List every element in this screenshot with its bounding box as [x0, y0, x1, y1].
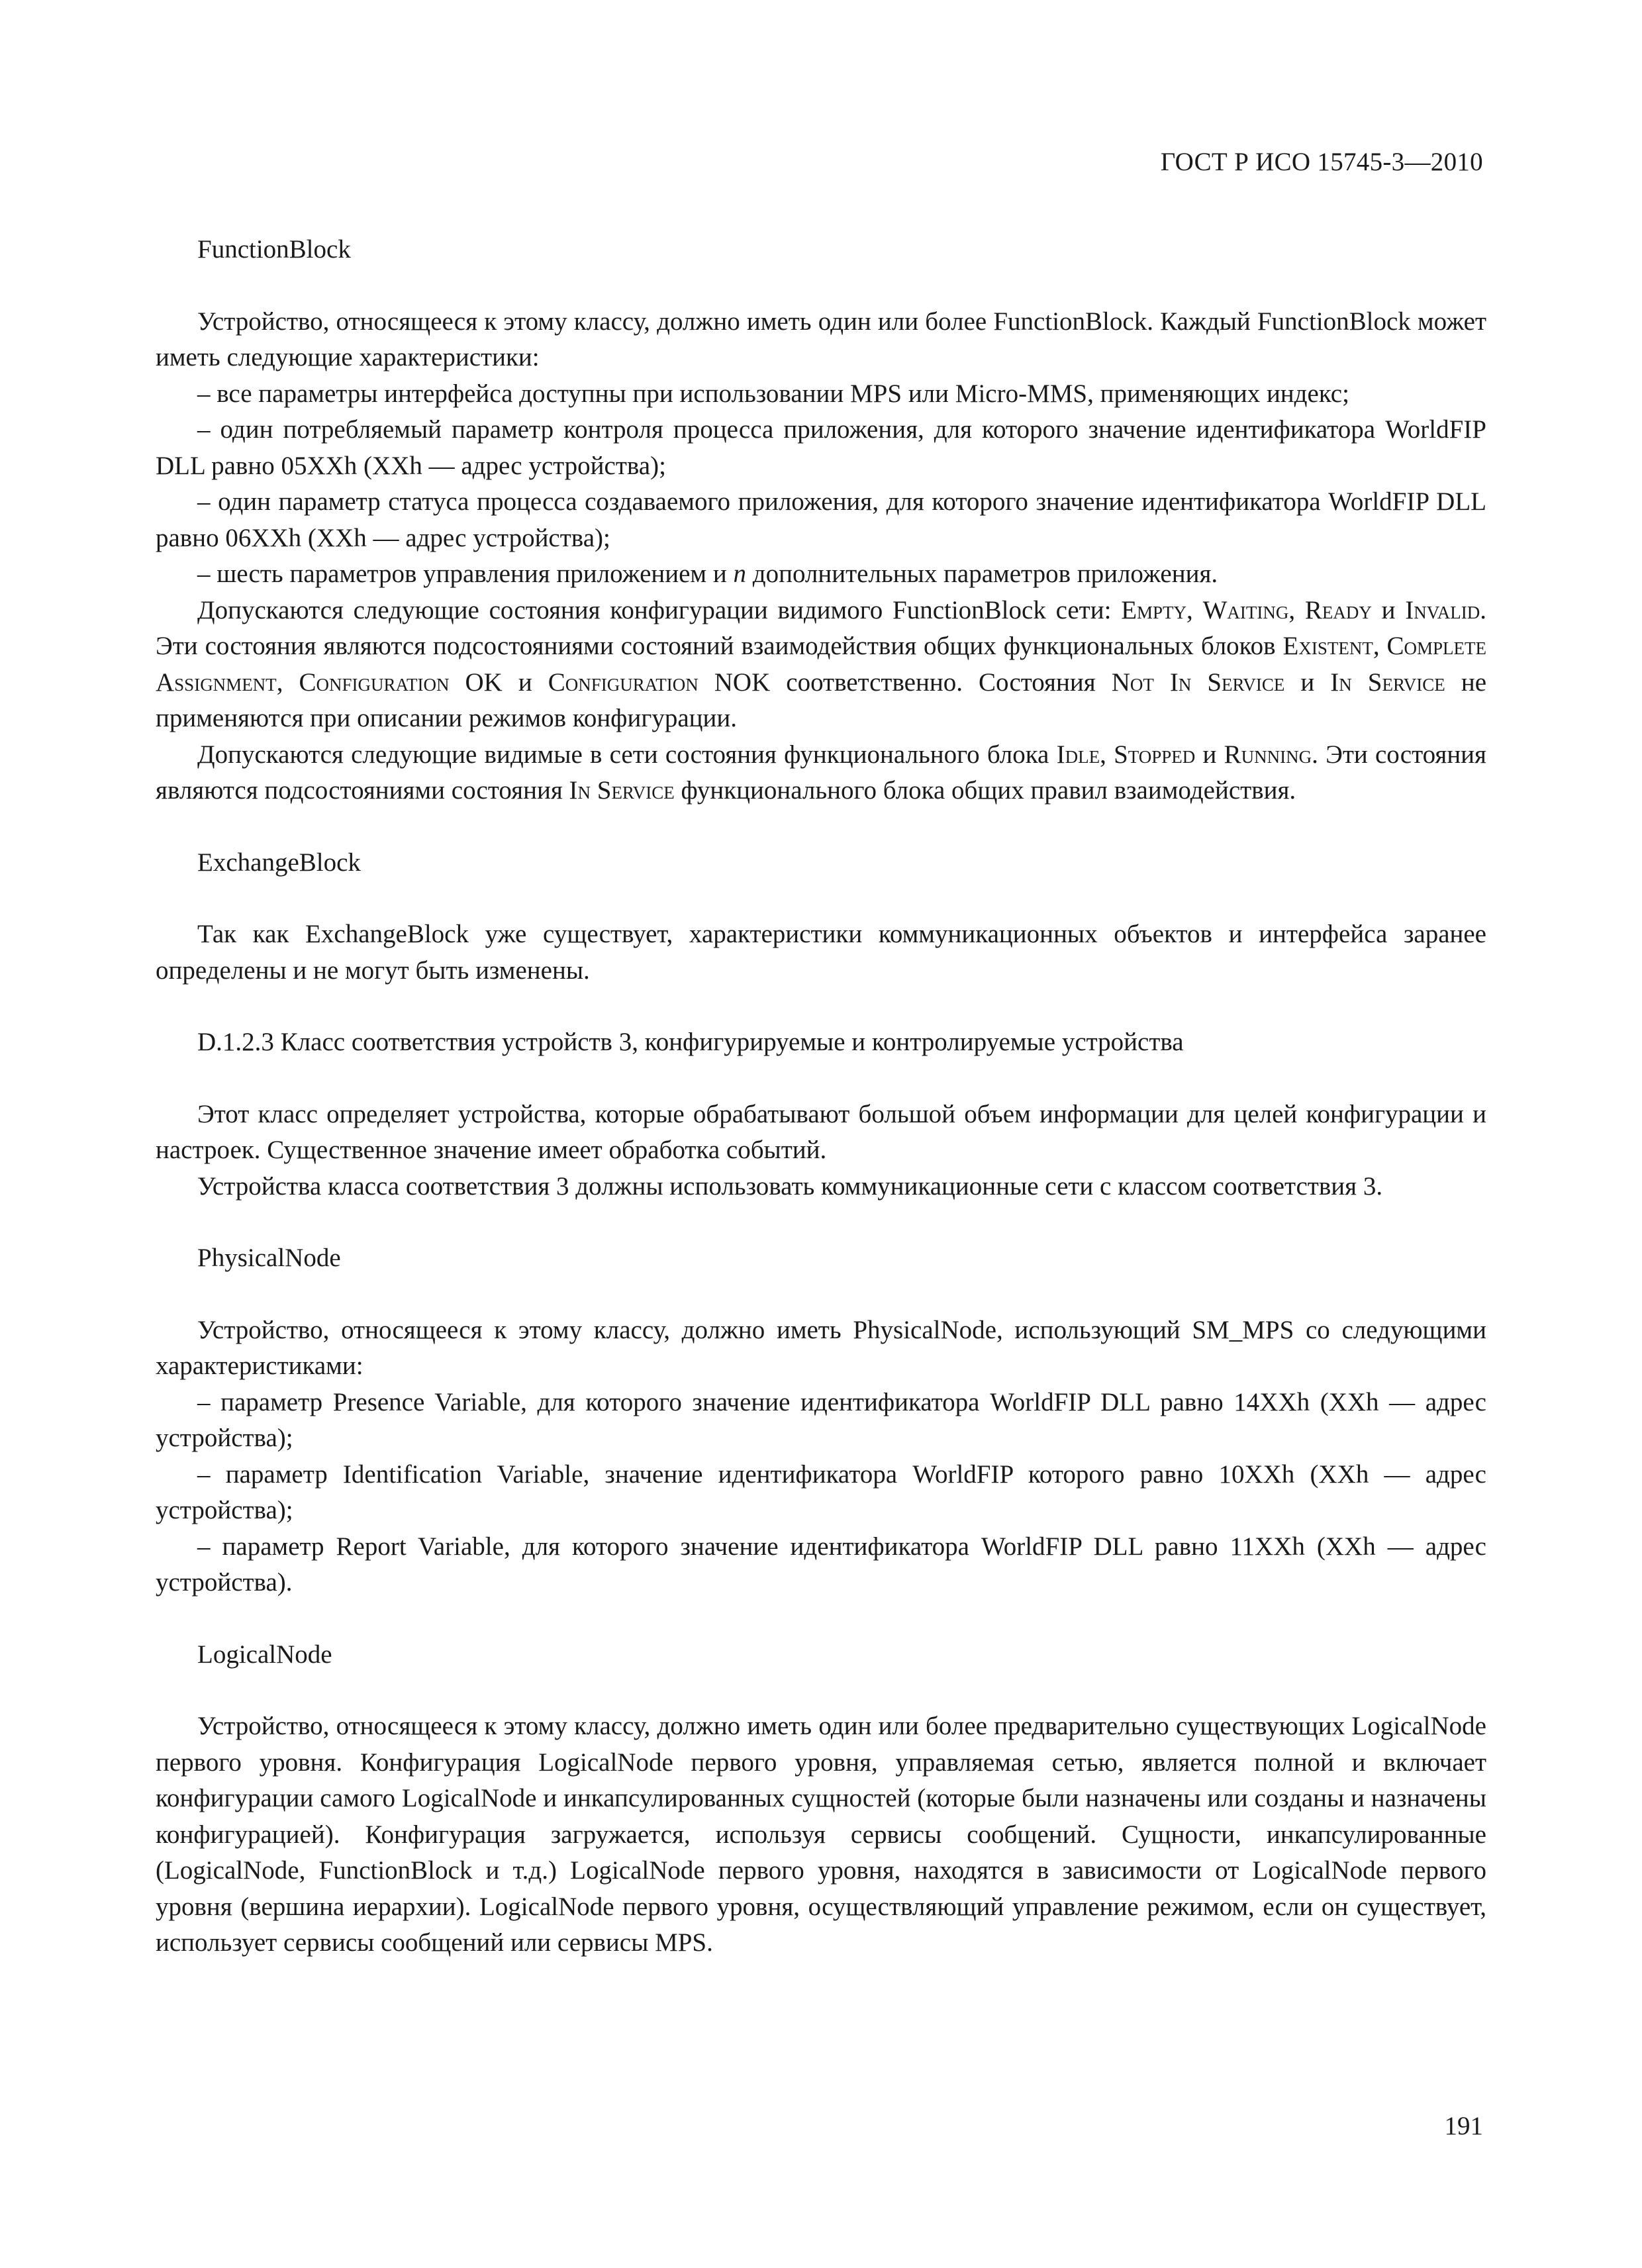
state-name: Complete Assignment — [156, 632, 1487, 697]
state-name: In Service — [569, 776, 675, 805]
paragraph-text: соответственно. Состояния — [770, 667, 1112, 697]
physical-node-item: – параметр Identification Variable, значение идентификатора WorldFIP которого равно 10XXh (XXh — адрес устройства); — [156, 1459, 1486, 1524]
physical-node-item: – параметр Report Variable, для которого значение идентификатора WorldFIP DLL равно 11XXh (XXh — адрес устройства). — [156, 1532, 1486, 1597]
paragraph-text: , — [276, 667, 299, 697]
state-name: Not In Service — [1111, 667, 1285, 697]
configuration-states-paragraph — [156, 593, 1486, 737]
state-name: Stopped — [1114, 740, 1196, 769]
spacer — [156, 809, 1486, 845]
state-name: Running — [1224, 740, 1312, 769]
physical-node-intro: Устройство, относящееся к этому классу, должно иметь PhysicalNode, использующий SM_MPS со следующими характеристиками: — [156, 1315, 1486, 1380]
function-block-heading: FunctionBlock — [197, 235, 351, 264]
exchange-block-heading: ExchangeBlock — [197, 848, 361, 877]
physical-node-item: – параметр Presence Variable, для которого значение идентификатора WorldFIP DLL равно 14XXh (XXh — адрес устройства); — [156, 1387, 1486, 1452]
spacer — [156, 1601, 1486, 1637]
logical-node-heading: LogicalNode — [197, 1640, 332, 1669]
paragraph-text: , — [1373, 632, 1387, 660]
paragraph-text: , — [1186, 595, 1203, 624]
paragraph-text: и — [502, 667, 548, 697]
state-name: Ready — [1304, 595, 1372, 624]
state-name: In Service — [1330, 667, 1445, 697]
physical-node-heading: PhysicalNode — [197, 1244, 341, 1272]
paragraph-text: функционального блока общих правил взаимодействия. — [674, 776, 1296, 805]
italic-variable: n — [733, 560, 746, 588]
spacer — [156, 1061, 1486, 1097]
paragraph-text: . Эти состояния являются подсостояниями состояния — [156, 740, 1486, 805]
state-name: Configuration OK — [299, 667, 503, 697]
spacer — [156, 1277, 1486, 1312]
logical-node-text: Устройство, относящееся к этому классу, должно иметь один или более предварительно существующих LogicalNode первого уровня. Конфигурация LogicalNode первого уровня, управляемая сетью, является полной и включает конфигурации самого LogicalNode и инкапсулированных сущностей (которые были назначены или созданы и назначены конфигурацией). Конфигурация загружается, используя сервисы сообщений. Сущности, инкапсулированные (LogicalNode, FunctionBlock и т.д.) LogicalNode первого уровня, находятся в зависимости от LogicalNode первого уровня (вершина иерархии). LogicalNode первого уровня, осуществляющий управление режимом, если он существует, использует сервисы сообщений или сервисы MPS. — [156, 1712, 1486, 1957]
function-block-item: – один параметр статуса процесса создаваемого приложения, для которого значение идентификатора WorldFIP DLL равно 06XXh (XXh — адрес устройства); — [156, 487, 1486, 552]
spacer — [156, 268, 1486, 304]
paragraph-text: . Эти состояния являются подсостояниями состояний взаимодействия общих функциональных блоков — [156, 595, 1487, 660]
spacer — [156, 989, 1486, 1024]
paragraph-text: Допускаются следующие видимые в сети состояния функционального блока — [197, 740, 1057, 769]
state-name: Idle — [1056, 740, 1100, 769]
state-name: Waiting — [1202, 595, 1289, 624]
paragraph-text: , — [1100, 740, 1114, 769]
paragraph-text: и — [1195, 740, 1224, 769]
class3-paragraph: Устройства класса соответствия 3 должны использовать коммуникационные сети с классом соответствия 3. — [197, 1171, 1383, 1201]
page-content — [156, 232, 1486, 1961]
state-name: Configuration NOK — [548, 667, 771, 697]
spacer — [156, 881, 1486, 916]
state-name: Empty — [1121, 595, 1187, 624]
standard-header: ГОСТ Р ИСО 15745-3—2010 — [1160, 148, 1483, 176]
paragraph-text: , — [1288, 595, 1305, 624]
function-block-item: – все параметры интерфейса доступны при использовании MPS или Micro-MMS, применяющих индекс; — [197, 379, 1349, 408]
state-name: Existent — [1282, 632, 1373, 660]
paragraph-text: и — [1371, 595, 1406, 624]
class3-paragraph: Этот класс определяет устройства, которые обрабатывают большой объем информации для целей конфигурации и настроек. Существенное значение имеет обработка событий. — [156, 1099, 1486, 1164]
function-block-item — [156, 556, 1486, 593]
page-number: 191 — [1444, 2112, 1483, 2140]
spacer — [156, 1673, 1486, 1708]
exchange-block-text: Так как ExchangeBlock уже существует, характеристики коммуникационных объектов и интерфейса заранее определены и не могут быть изменены. — [156, 920, 1486, 985]
function-block-item: – один потребляемый параметр контроля процесса приложения, для которого значение идентификатора WorldFIP DLL равно 05XXh (XXh — адрес устройства); — [156, 415, 1486, 480]
paragraph-text: и — [1284, 667, 1331, 697]
paragraph-text: не применяются при описании режимов конфигурации. — [156, 667, 1487, 732]
class3-heading: D.1.2.3 Класс соответствия устройств 3, конфигурируемые и контролируемые устройства — [197, 1028, 1184, 1056]
state-name: Invalid — [1405, 595, 1480, 624]
spacer — [156, 1205, 1486, 1240]
function-block-intro: Устройство, относящееся к этому классу, должно иметь один или более FunctionBlock. Каждый FunctionBlock может иметь следующие характеристики: — [156, 307, 1486, 371]
item-text: – шесть параметров управления приложением и — [197, 560, 734, 588]
paragraph-text: Допускаются следующие состояния конфигурации видимого FunctionBlock сети: — [197, 595, 1122, 624]
item-text: дополнительных параметров приложения. — [746, 560, 1218, 588]
runtime-states-paragraph — [156, 737, 1486, 809]
